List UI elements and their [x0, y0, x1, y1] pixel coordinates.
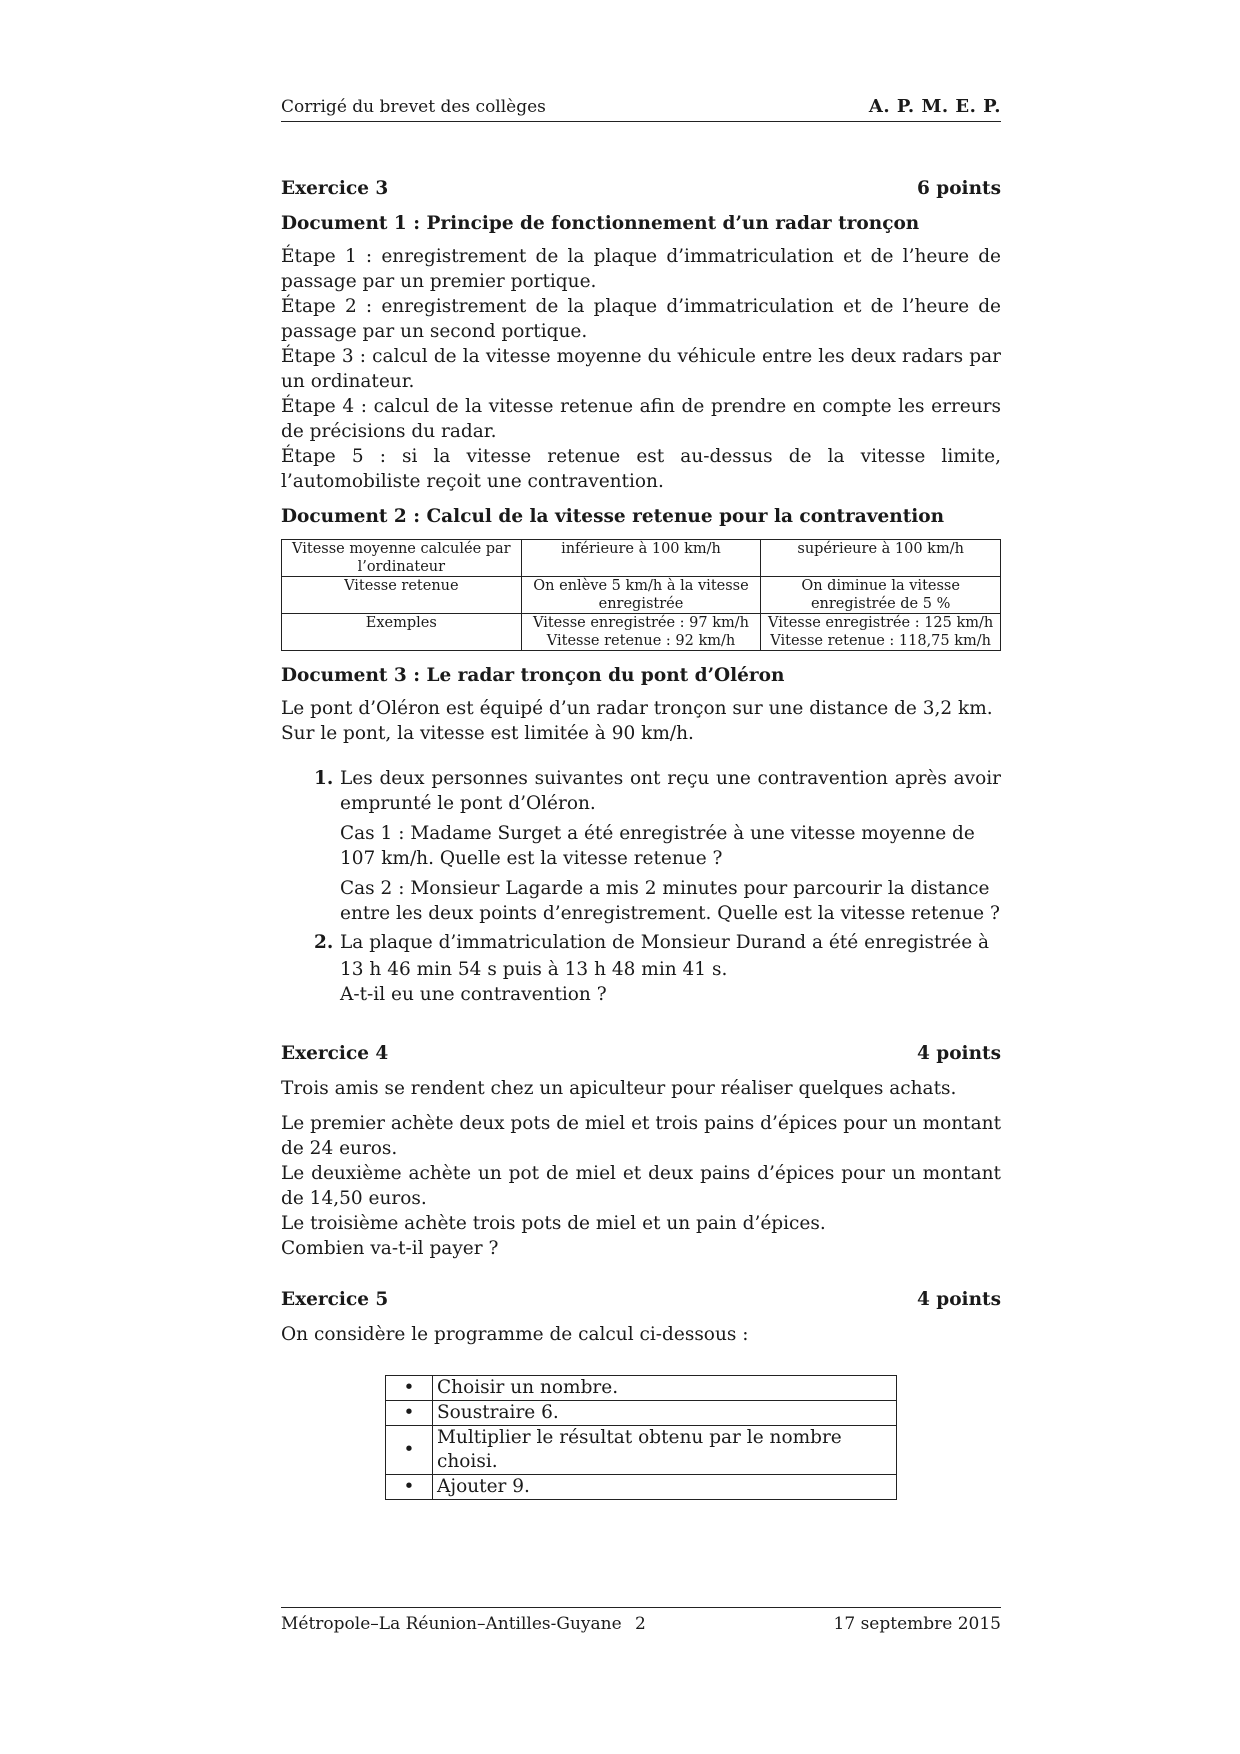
- table-cell: On diminue la vitesse enregistrée de 5 %: [761, 577, 1001, 614]
- doc3-text: [281, 696, 1001, 746]
- exercise-5-label: Exercice 5: [281, 1289, 389, 1310]
- exercise-3-title: [281, 176, 1001, 201]
- exercise-3-questions: [281, 766, 1001, 1007]
- doc1-step-3: Étape 3 : calcul de la vitesse moyenne du véhicule entre les deux radars par un ordinateur.: [281, 346, 1001, 392]
- page-footer: [281, 1607, 1001, 1634]
- question-1-number: 1.: [314, 768, 334, 789]
- doc1-steps: [281, 244, 1001, 494]
- bullet: •: [386, 1401, 433, 1426]
- example-recorded-125: Vitesse enregistrée : 125 km/h: [768, 615, 994, 631]
- question-1-case-1: Cas 1 : Madame Surget a été enregistrée à une vitesse moyenne de 107 km/h. Quelle est la vitesse retenue ?: [340, 823, 975, 869]
- exercise-5-title: [281, 1287, 1001, 1312]
- example-retained-92: Vitesse retenue : 92 km/h: [546, 633, 736, 649]
- exercise-4-line-2: Le deuxième achète un pot de miel et deux pains d’épices pour un montant de 14,50 euros.: [281, 1163, 1001, 1209]
- exercise-4-line-3: Le troisième achète trois pots de miel et un pain d’épices.: [281, 1213, 826, 1234]
- question-2: [281, 930, 1001, 1007]
- table-cell: [761, 614, 1001, 651]
- table-cell: inférieure à 100 km/h: [521, 540, 761, 577]
- program-step-1: Choisir un nombre.: [433, 1376, 897, 1401]
- table-row: [282, 540, 1001, 577]
- bullet: •: [386, 1376, 433, 1401]
- program-step-3: Multiplier le résultat obtenu par le nombre choisi.: [433, 1426, 897, 1475]
- table-cell: Vitesse moyenne calculée par l’ordinateur: [282, 540, 522, 577]
- doc3-line-2: Sur le pont, la vitesse est limitée à 90 km/h.: [281, 723, 694, 744]
- exercise-4-line-1: Le premier achète deux pots de miel et trois pains d’épices pour un montant de 24 euros.: [281, 1113, 1001, 1159]
- footer-left: Métropole–La Réunion–Antilles-Guyane: [281, 1614, 622, 1634]
- exercise-3-label: Exercice 3: [281, 178, 389, 199]
- exercise-4-line-4: Combien va-t-il payer ?: [281, 1238, 499, 1259]
- table-cell: Exemples: [282, 614, 522, 651]
- question-1-text: Les deux personnes suivantes ont reçu une contravention après avoir emprunté le pont d’Oléron.: [340, 768, 1001, 814]
- table-cell: Vitesse retenue: [282, 577, 522, 614]
- exercise-5-intro: On considère le programme de calcul ci-dessous :: [281, 1324, 749, 1345]
- exercise-4-body: [281, 1111, 1001, 1261]
- exercise-4-title: [281, 1041, 1001, 1066]
- doc1-step-1: Étape 1 : enregistrement de la plaque d’immatriculation et de l’heure de passage par un premier portique.: [281, 246, 1001, 292]
- footer-date: 17 septembre 2015: [833, 1614, 1001, 1634]
- table-row: [282, 614, 1001, 651]
- program-step-4: Ajouter 9.: [433, 1475, 897, 1500]
- question-2-ask: A-t-il eu une contravention ?: [340, 984, 607, 1005]
- doc3-title: Document 3 : Le radar tronçon du pont d’Oléron: [281, 665, 785, 686]
- table-row: [386, 1401, 897, 1426]
- header-right: A. P. M. E. P.: [868, 96, 1001, 117]
- question-1: [281, 766, 1001, 926]
- table-cell: [521, 614, 761, 651]
- doc1-step-4: Étape 4 : calcul de la vitesse retenue afin de prendre en compte les erreurs de précisions du radar.: [281, 396, 1001, 442]
- bullet: •: [386, 1475, 433, 1500]
- doc2-table: [281, 539, 1001, 651]
- question-1-case-2: Cas 2 : Monsieur Lagarde a mis 2 minutes pour parcourir la distance entre les deux points d’enregistrement. Quelle est la vitesse retenue ?: [340, 878, 1000, 924]
- exercise-4-points: 4 points: [916, 1043, 1001, 1064]
- table-cell: On enlève 5 km/h à la vitesse enregistrée: [521, 577, 761, 614]
- table-row: [386, 1426, 897, 1475]
- table-row: [386, 1475, 897, 1500]
- doc2-title: Document 2 : Calcul de la vitesse retenue pour la contravention: [281, 506, 945, 527]
- question-2-number: 2.: [314, 932, 334, 953]
- calc-program-table: [385, 1375, 897, 1500]
- table-cell: supérieure à 100 km/h: [761, 540, 1001, 577]
- doc1-step-2: Étape 2 : enregistrement de la plaque d’immatriculation et de l’heure de passage par un second portique.: [281, 296, 1001, 342]
- doc3-line-1: Le pont d’Oléron est équipé d’un radar tronçon sur une distance de 3,2 km.: [281, 698, 993, 719]
- exercise-4-intro: Trois amis se rendent chez un apiculteur pour réaliser quelques achats.: [281, 1078, 957, 1099]
- exercise-3-points: 6 points: [916, 178, 1001, 199]
- page-number: 2: [635, 1614, 646, 1634]
- question-2-times: 13 h 46 min 54 s puis à 13 h 48 min 41 s.: [340, 959, 728, 980]
- table-row: [282, 577, 1001, 614]
- exercise-5-points: 4 points: [916, 1289, 1001, 1310]
- header-left: Corrigé du brevet des collèges: [281, 97, 546, 117]
- program-step-2: Soustraire 6.: [433, 1401, 897, 1426]
- table-row: [386, 1376, 897, 1401]
- page-content: [281, 176, 1001, 1500]
- page-header: [281, 96, 1001, 122]
- example-retained-118: Vitesse retenue : 118,75 km/h: [770, 633, 992, 649]
- doc1-step-5: Étape 5 : si la vitesse retenue est au-dessus de la vitesse limite, l’automobiliste reçoit une contravention.: [281, 446, 1001, 492]
- example-recorded-97: Vitesse enregistrée : 97 km/h: [532, 615, 749, 631]
- exercise-4-label: Exercice 4: [281, 1043, 389, 1064]
- doc1-title: Document 1 : Principe de fonctionnement d’un radar tronçon: [281, 213, 920, 234]
- bullet: •: [386, 1426, 433, 1475]
- question-2-text: La plaque d’immatriculation de Monsieur Durand a été enregistrée à: [340, 932, 990, 953]
